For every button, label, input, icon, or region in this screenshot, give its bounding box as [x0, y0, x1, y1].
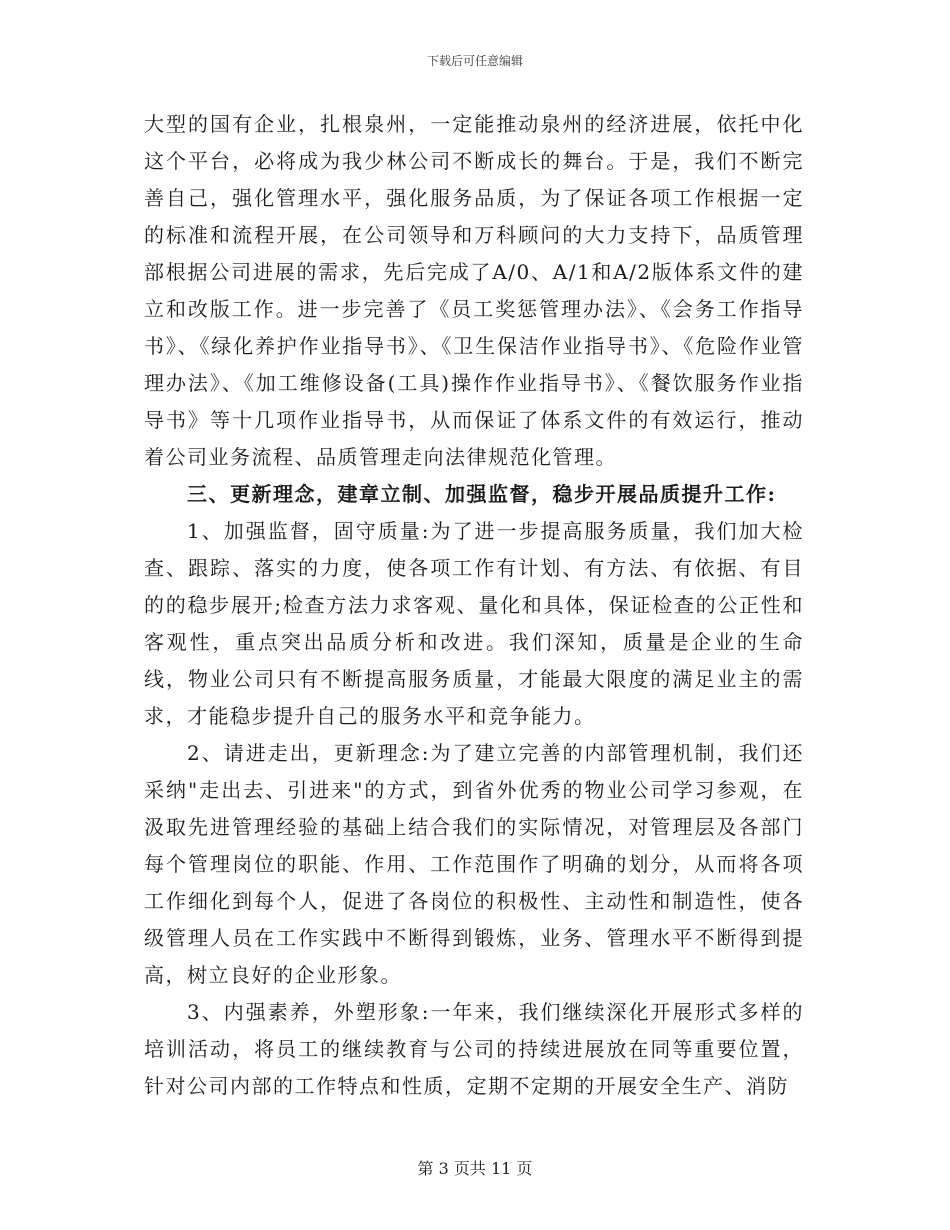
section-heading: 三、更新理念，建章立制、加强监督，稳步开展品质提升工作: — [187, 482, 777, 506]
body-text — [144, 106, 804, 1105]
paragraph-item-2: 2、请进走出，更新理念:为了建立完善的内部管理机制，我们还采纳"走出去、引进来"的方式，到省外优秀的物业公司学习参观，在汲取先进管理经验的基础上结合我们的实际情况，对管理层及各部门每个管理岗位的职能、作用、工作范围作了明确的划分，从而将各项工作细化到每个人，促进了各岗位的积极性、主动性和制造性，使各级管理人员在工作实践中不断得到锻炼，业务、管理水平不断得到提高，树立良好的企业形象。 — [144, 741, 804, 987]
page-number: 第 3 页共 11 页 — [417, 1159, 533, 1178]
paragraph-item-1: 1、加强监督，固守质量:为了进一步提高服务质量，我们加大检查、跟踪、落实的力度，使各项工作有计划、有方法、有依据、有目的的稳步展开;检查方法力求客观、量化和具体，保证检查的公正性和客观性，重点突出品质分析和改进。我们深知，质量是企业的生命线，物业公司只有不断提高服务质量，才能最大限度的满足业主的需求，才能稳步提升自己的服务水平和竞争能力。 — [144, 519, 804, 728]
paragraph-item-3: 3、内强素养，外塑形象:一年来，我们继续深化开展形式多样的培训活动，将员工的继续教育与公司的持续进展放在同等重要位置，针对公司内部的工作特点和性质，定期不定期的开展安全生产、消防 — [144, 1000, 804, 1098]
paragraph-continuation: 大型的国有企业，扎根泉州，一定能推动泉州的经济进展，依托中化这个平台，必将成为我少林公司不断成长的舞台。于是，我们不断完善自己，强化管理水平，强化服务品质，为了保证各项工作根据一定的标准和流程开展，在公司领导和万科顾问的大力支持下，品质管理部根据公司进展的需求，先后完成了A/0、A/1和A/2版体系文件的建立和改版工作。进一步完善了《员工奖惩管理办法》、《会务工作指导书》、《绿化养护作业指导书》、《卫生保洁作业指导书》、《危险作业管理办法》、《加工维修设备(工具)操作作业指导书》、《餐饮服务作业指导书》等十几项作业指导书，从而保证了体系文件的有效运行，推动着公司业务流程、品质管理走向法律规范化管理。 — [144, 112, 804, 469]
header-note: 下载后可任意编辑 — [426, 54, 523, 68]
